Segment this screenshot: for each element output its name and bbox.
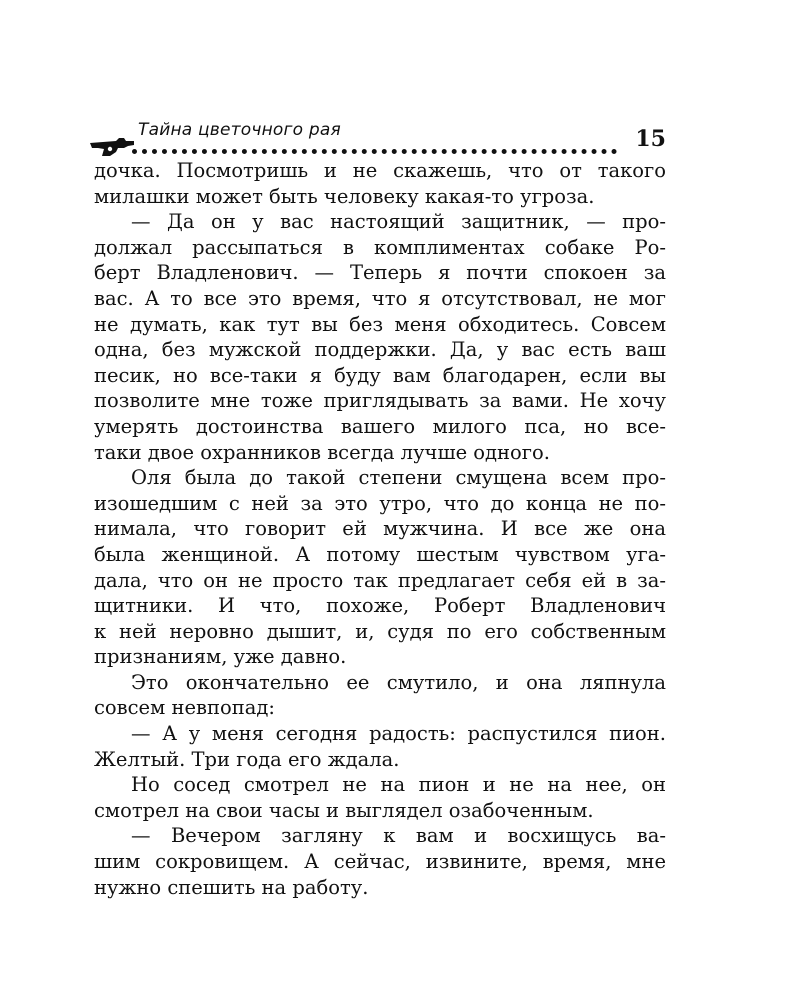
text-line: нужно спешить на работу. (94, 875, 369, 899)
text-line: была женщиной. А потому шестым чувством уга- (94, 542, 666, 566)
text-line: Но сосед смотрел не на пион и не на нее, он (131, 773, 666, 797)
text-line: — Да он у вас настоящий защитник, — про- (131, 210, 666, 234)
text-line: совсем невпопад: (94, 696, 275, 720)
running-head (88, 118, 666, 158)
dot-leader (132, 149, 617, 154)
text-line: позволите мне тоже приглядывать за вами. Не хочу (94, 389, 666, 413)
text-line: милашки может быть человеку какая-то угроза. (94, 184, 595, 208)
text-line: — А у меня сегодня радость: распустился пион. (131, 722, 666, 746)
page-number: 15 (635, 126, 666, 152)
text-line: смотрел на свои часы и выглядел озабоченным. (94, 798, 594, 822)
text-line: шим сокровищем. А сейчас, извините, время, мне (94, 850, 666, 874)
text-line: не думать, как тут вы без меня обходитесь. Совсем (94, 312, 666, 336)
text-line: песик, но все-таки я буду вам благодарен, если вы (94, 363, 666, 387)
book-title: Тайна цветочного рая (138, 120, 341, 140)
text-line: вас. А то все это время, что я отсутствовал, не мог (94, 286, 666, 310)
text-body (94, 158, 666, 900)
revolver-icon (88, 134, 136, 158)
text-line: нимала, что говорит ей мужчина. И все же она (94, 517, 666, 541)
text-line: умерять достоинства вашего милого пса, но все- (94, 414, 666, 438)
text-line: дала, что он не просто так предлагает себя ей в за- (94, 568, 666, 592)
text-line: таки двое охранников всегда лучше одного. (94, 440, 550, 464)
text-line: Оля была до такой степени смущена всем про- (131, 466, 666, 490)
text-line: признаниям, уже давно. (94, 645, 347, 669)
text-line: Желтый. Три года его ждала. (94, 747, 400, 771)
text-line: Это окончательно ее смутило, и она ляпнула (131, 670, 666, 694)
text-line: щитники. И что, похоже, Роберт Владленович (94, 594, 666, 618)
text-line: к ней неровно дышит, и, судя по его собственным (94, 619, 666, 643)
text-line: изошедшим с ней за это утро, что до конца не по- (94, 491, 666, 515)
text-line: должал рассыпаться в комплиментах собаке Ро- (94, 235, 666, 259)
text-line: дочка. Посмотришь и не скажешь, что от такого (94, 159, 666, 182)
text-line: — Вечером загляну к вам и восхищусь ва- (131, 824, 666, 848)
text-line: берт Владленович. — Теперь я почти спокоен за (94, 261, 666, 285)
text-line: одна, без мужской поддержки. Да, у вас есть ваш (94, 338, 666, 362)
